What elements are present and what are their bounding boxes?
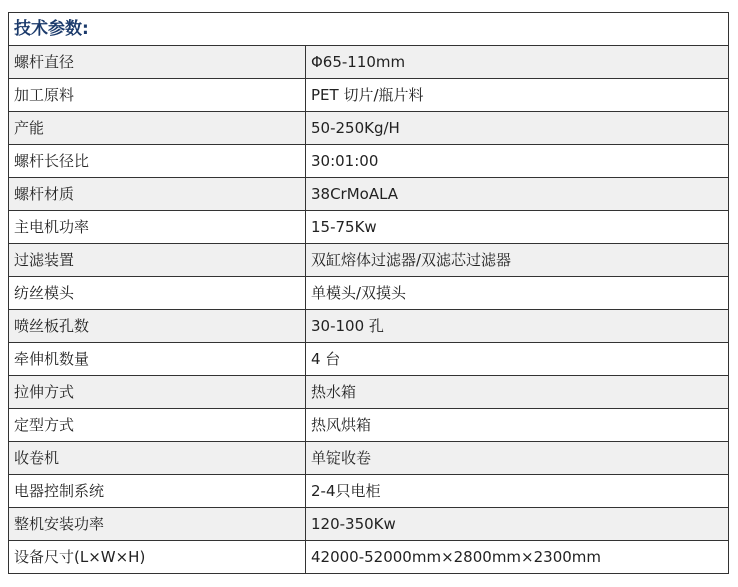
spec-row xyxy=(9,112,729,145)
spec-value: 单模头/双摸头 xyxy=(306,277,729,310)
spec-value: 42000-52000mm×2800mm×2300mm xyxy=(306,541,729,574)
spec-value: 30-100 孔 xyxy=(306,310,729,343)
spec-value: 热风烘箱 xyxy=(306,409,729,442)
spec-label: 主电机功率 xyxy=(9,211,306,244)
spec-table-header-row xyxy=(9,13,729,46)
spec-label: 收卷机 xyxy=(9,442,306,475)
spec-row xyxy=(9,178,729,211)
spec-label: 喷丝板孔数 xyxy=(9,310,306,343)
spec-row xyxy=(9,376,729,409)
spec-label: 螺杆长径比 xyxy=(9,145,306,178)
spec-value: 2-4只电柜 xyxy=(306,475,729,508)
spec-row xyxy=(9,211,729,244)
spec-row xyxy=(9,46,729,79)
spec-row xyxy=(9,508,729,541)
spec-label: 过滤装置 xyxy=(9,244,306,277)
spec-label: 螺杆材质 xyxy=(9,178,306,211)
spec-label: 电器控制系统 xyxy=(9,475,306,508)
spec-table-title: 技术参数: xyxy=(9,13,729,46)
spec-value: 120-350Kw xyxy=(306,508,729,541)
spec-value: Φ65-110mm xyxy=(306,46,729,79)
spec-label: 拉伸方式 xyxy=(9,376,306,409)
spec-label: 设备尺寸(L×W×H) xyxy=(9,541,306,574)
spec-row xyxy=(9,310,729,343)
spec-table-body xyxy=(9,13,729,574)
spec-row xyxy=(9,442,729,475)
spec-value: 4 台 xyxy=(306,343,729,376)
spec-row xyxy=(9,145,729,178)
spec-value: PET 切片/瓶片料 xyxy=(306,79,729,112)
spec-row xyxy=(9,277,729,310)
spec-value: 38CrMoALA xyxy=(306,178,729,211)
spec-label: 整机安装功率 xyxy=(9,508,306,541)
spec-label: 螺杆直径 xyxy=(9,46,306,79)
spec-row xyxy=(9,343,729,376)
spec-label: 定型方式 xyxy=(9,409,306,442)
spec-label: 产能 xyxy=(9,112,306,145)
spec-value: 双缸熔体过滤器/双滤芯过滤器 xyxy=(306,244,729,277)
spec-value: 热水箱 xyxy=(306,376,729,409)
spec-row xyxy=(9,244,729,277)
spec-value: 50-250Kg/H xyxy=(306,112,729,145)
spec-table xyxy=(8,12,729,574)
spec-row xyxy=(9,541,729,574)
spec-value: 单锭收卷 xyxy=(306,442,729,475)
spec-row xyxy=(9,475,729,508)
spec-label: 纺丝模头 xyxy=(9,277,306,310)
spec-row xyxy=(9,409,729,442)
spec-label: 加工原料 xyxy=(9,79,306,112)
spec-value: 30:01:00 xyxy=(306,145,729,178)
spec-label: 牵伸机数量 xyxy=(9,343,306,376)
spec-value: 15-75Kw xyxy=(306,211,729,244)
spec-row xyxy=(9,79,729,112)
